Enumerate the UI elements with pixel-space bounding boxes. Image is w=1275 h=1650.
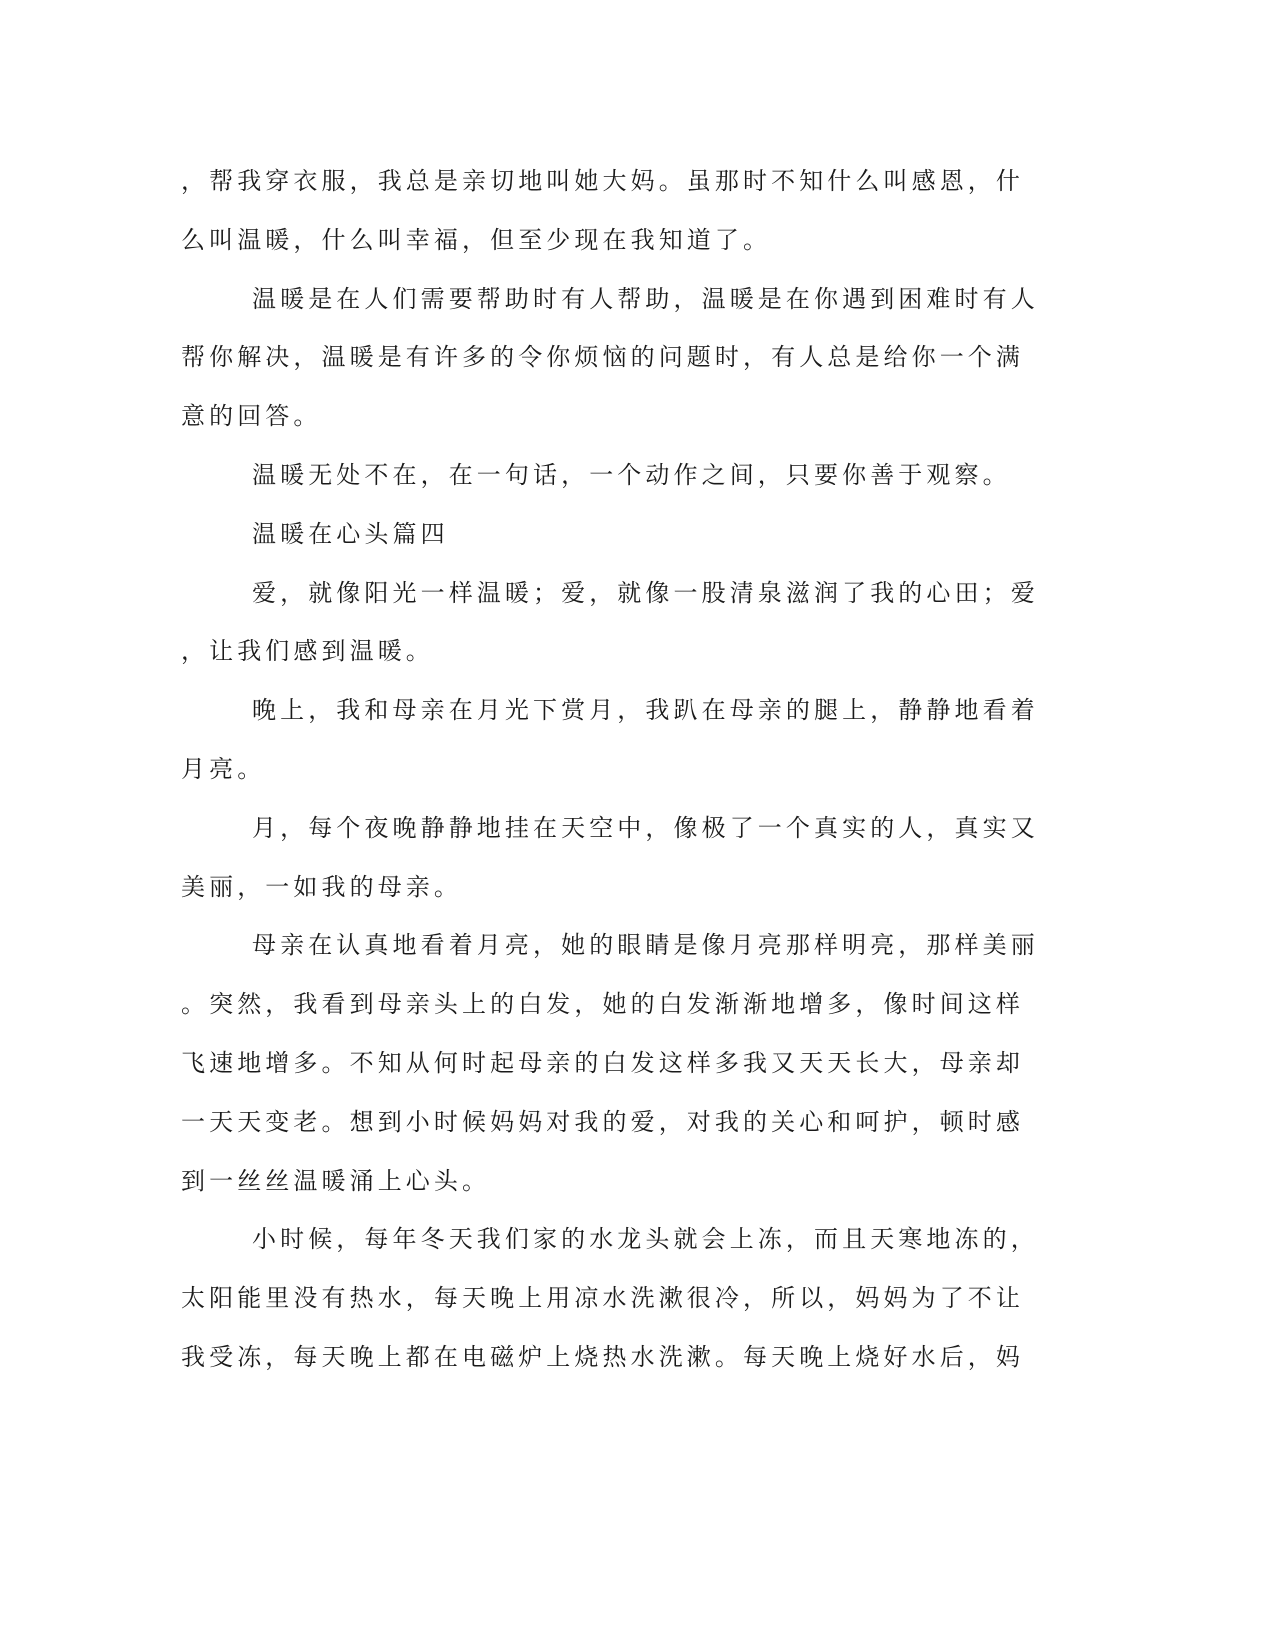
text-line: ，帮我穿衣服，我总是亲切地叫她大妈。虽那时不知什么叫感恩，什 [181, 167, 1024, 195]
text-line: 太阳能里没有热水，每天晚上用凉水洗漱很冷，所以，妈妈为了不让 [181, 1284, 1024, 1313]
text-line: 母亲在认真地看着月亮，她的眼睛是像月亮那样明亮，那样美丽 [252, 931, 1039, 960]
text-line: 帮你解决，温暖是有许多的令你烦恼的问题时，有人总是给你一个满 [181, 343, 1024, 372]
text-line: 我受冻，每天晚上都在电磁炉上烧热水洗漱。每天晚上烧好水后，妈 [181, 1342, 1024, 1371]
text-line: 意的回答。 [181, 402, 322, 431]
paragraph [181, 681, 1041, 799]
text-line: 飞速地增多。不知从何时起母亲的白发这样多我又天天长大，母亲却 [181, 1048, 1024, 1077]
text-line: 么叫温暖，什么叫幸福，但至少现在我知道了。 [181, 225, 772, 254]
paragraph [181, 564, 1041, 682]
paragraph [181, 446, 1041, 505]
text-line: ，让我们感到温暖。 [181, 637, 434, 666]
text-line: 温暖在心头篇四 [252, 519, 449, 548]
text-line: 晚上，我和母亲在月光下赏月，我趴在母亲的腿上，静静地看着 [252, 696, 1039, 725]
text-line: 温暖无处不在，在一句话，一个动作之间，只要你善于观察。 [252, 460, 1011, 489]
text-line: 美丽，一如我的母亲。 [181, 872, 462, 901]
text-line: 。突然，我看到母亲头上的白发，她的白发渐渐地增多，像时间这样 [181, 990, 1024, 1019]
text-line: 月亮。 [181, 754, 266, 783]
paragraph [181, 916, 1041, 1210]
paragraph [181, 505, 1041, 564]
text-line: 小时候，每年冬天我们家的水龙头就会上冻，而且天寒地冻的， [252, 1225, 1039, 1254]
text-line: 一天天变老。想到小时候妈妈对我的爱，对我的关心和呵护，顿时感 [181, 1107, 1024, 1136]
paragraph [181, 152, 1041, 270]
paragraph [181, 270, 1041, 446]
text-line: 温暖是在人们需要帮助时有人帮助，温暖是在你遇到困难时有人 [252, 284, 1039, 313]
paragraph [181, 799, 1041, 917]
text-line: 月，每个夜晚静静地挂在天空中，像极了一个真实的人，真实又 [252, 813, 1039, 842]
text-line: 爱，就像阳光一样温暖；爱，就像一股清泉滋润了我的心田；爱 [252, 578, 1039, 607]
paragraph [181, 1210, 1041, 1386]
document-page [181, 152, 1041, 1387]
text-line: 到一丝丝温暖涌上心头。 [181, 1166, 491, 1195]
